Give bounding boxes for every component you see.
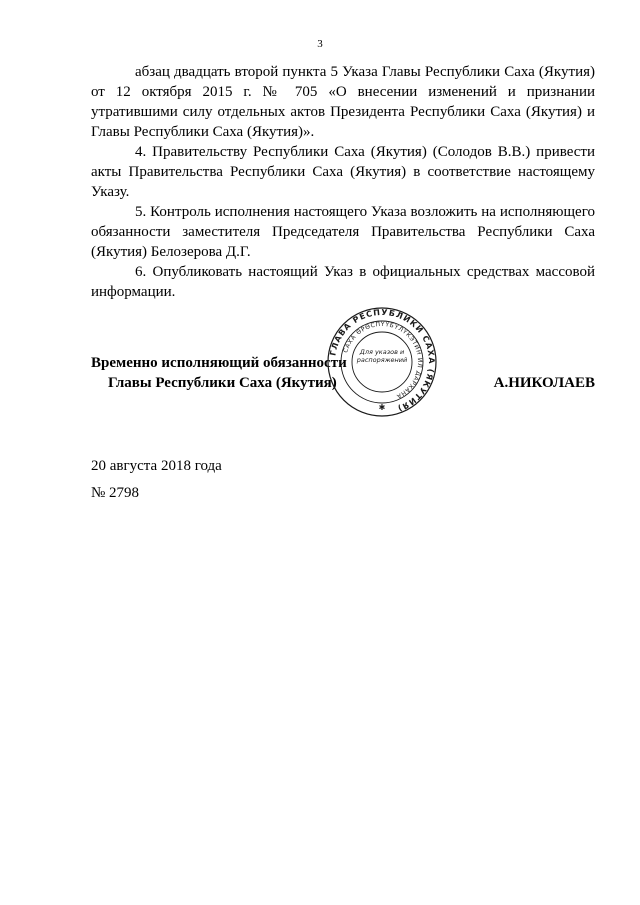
official-seal bbox=[326, 306, 438, 418]
document-date: 20 августа 2018 года bbox=[91, 458, 222, 474]
paragraph-item-4: 4. Правительству Республики Саха (Якутия) (Солодов В.В.) привести акты Правительства Республики Саха (Якутия) в соответствие настоящему Указу. bbox=[91, 144, 595, 200]
seal-center-text: Для указов и распоряжений bbox=[356, 348, 408, 364]
seal-outer-text: ГЛАВА РЕСПУБЛИКИ САХА (ЯКУТИЯ) bbox=[328, 307, 437, 414]
signatory-position-line-2: Главы Республики Саха (Якутия) bbox=[108, 375, 337, 391]
paragraph-item-6: 6. Опубликовать настоящий Указ в официальных средствах массовой информации. bbox=[91, 264, 595, 300]
page-number: 3 bbox=[317, 38, 323, 50]
decree-body bbox=[91, 62, 595, 302]
seal-inner-text: САХА ӨРӨСПҮҮБҮЛҮКЭТИН ИЛ ДАРХАНА bbox=[342, 320, 424, 400]
signatory-position-line-1: Временно исполняющий обязанности bbox=[91, 355, 347, 371]
paragraph-item-5: 5. Контроль исполнения настоящего Указа возложить на исполняющего обязанности заместителя Председателя Правительства Республики Саха (Якутия) Белозерова Д.Г. bbox=[91, 204, 595, 260]
paragraph-continuation: абзац двадцать второй пункта 5 Указа Главы Республики Саха (Якутия) от 12 октября 2015 г. № 705 «О внесении изменений и признании утратившими силу отдельных актов Президента Республики Саха (Якутия) и Главы Республики Саха (Якутия)». bbox=[91, 64, 595, 140]
document-number: № 2798 bbox=[91, 485, 140, 501]
signatory-name: А.НИКОЛАЕВ bbox=[493, 375, 595, 391]
seal-star-icon: ✱ bbox=[378, 403, 386, 412]
